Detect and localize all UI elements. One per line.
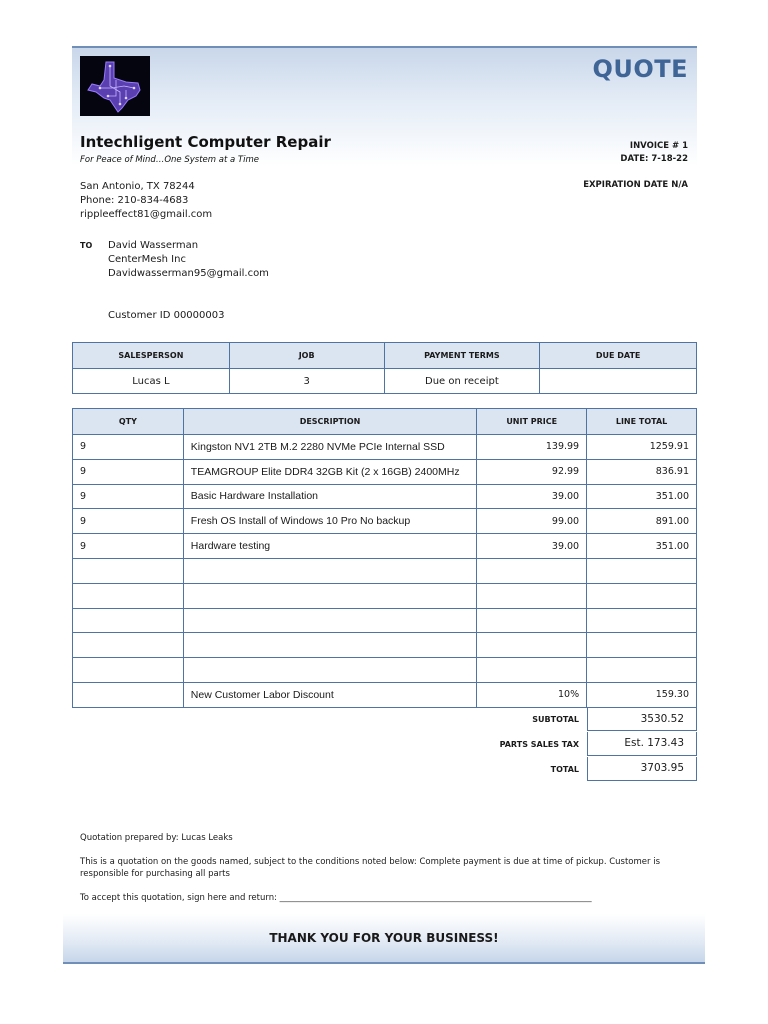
- total-value: 3703.95: [587, 757, 697, 781]
- unit-price-cell: 92.99: [477, 459, 587, 484]
- tax-row: [400, 732, 697, 757]
- to-label: TO: [80, 241, 93, 250]
- due-date-value: [540, 369, 697, 394]
- company-contact: [80, 180, 212, 222]
- signature-blank: ______________________________________________________________________________: [279, 893, 592, 902]
- table-row: [73, 484, 697, 509]
- unit-price-cell: 139.99: [477, 435, 587, 460]
- signature-prompt: To accept this quotation, sign here and return:: [80, 893, 277, 903]
- items-body: [73, 435, 697, 708]
- header-description: DESCRIPTION: [183, 409, 476, 435]
- header-due-date: DUE DATE: [540, 343, 697, 369]
- order-info-table: [72, 342, 697, 394]
- table-row: [73, 534, 697, 559]
- company-logo: [80, 56, 150, 116]
- description-cell: [183, 583, 476, 608]
- table-row: [73, 583, 697, 608]
- table-row: [73, 509, 697, 534]
- footer-notes: [80, 832, 690, 916]
- invoice-number: INVOICE # 1: [629, 141, 688, 151]
- line-total-cell: [587, 558, 697, 583]
- description-cell: TEAMGROUP Elite DDR4 32GB Kit (2 x 16GB) 2400MHz: [183, 459, 476, 484]
- qty-cell: [73, 608, 184, 633]
- qty-cell: 9: [73, 484, 184, 509]
- table-row: [73, 608, 697, 633]
- description-cell: Kingston NV1 2TB M.2 2280 NVMe PCIe Internal SSD: [183, 435, 476, 460]
- line-total-cell: 351.00: [587, 484, 697, 509]
- header-salesperson: SALESPERSON: [73, 343, 230, 369]
- thank-you-message: THANK YOU FOR YOUR BUSINESS!: [269, 931, 499, 945]
- subtotal-label: SUBTOTAL: [532, 715, 579, 724]
- recipient-name: David Wasserman: [108, 240, 199, 251]
- line-total-cell: [587, 583, 697, 608]
- line-total-cell: 351.00: [587, 534, 697, 559]
- description-cell: [183, 658, 476, 683]
- subtotal-value: 3530.52: [587, 707, 697, 731]
- qty-cell: 9: [73, 459, 184, 484]
- company-name: Intechligent Computer Repair: [80, 133, 331, 151]
- qty-cell: 9: [73, 435, 184, 460]
- unit-price-cell: [477, 633, 587, 658]
- unit-price-cell: [477, 608, 587, 633]
- texas-circuit-logo-icon: [80, 56, 150, 116]
- description-cell: [183, 633, 476, 658]
- unit-price-cell: 10%: [477, 682, 587, 707]
- line-total-cell: [587, 658, 697, 683]
- unit-price-cell: [477, 558, 587, 583]
- line-total-cell: 1259.91: [587, 435, 697, 460]
- recipient-email: Davidwasserman95@gmail.com: [108, 268, 269, 279]
- description-cell: Hardware testing: [183, 534, 476, 559]
- document-title: QUOTE: [592, 55, 688, 83]
- prepared-by: Quotation prepared by: Lucas Leaks: [80, 833, 233, 843]
- line-total-cell: 836.91: [587, 459, 697, 484]
- total-row: [400, 757, 697, 782]
- company-address: San Antonio, TX 78244: [80, 181, 195, 192]
- table-row: [73, 459, 697, 484]
- qty-cell: [73, 658, 184, 683]
- payment-terms-value: Due on receipt: [384, 369, 540, 394]
- unit-price-cell: 39.00: [477, 534, 587, 559]
- line-items-table: [72, 408, 697, 708]
- table-row: [73, 435, 697, 460]
- qty-cell: 9: [73, 534, 184, 559]
- table-row: [73, 658, 697, 683]
- company-tagline: For Peace of Mind…One System at a Time: [80, 155, 259, 165]
- subtotal-row: [400, 707, 697, 732]
- signature-line: [80, 892, 690, 904]
- qty-cell: [73, 558, 184, 583]
- company-email: rippleeffect81@gmail.com: [80, 209, 213, 220]
- expiration-date: EXPIRATION DATE N/A: [583, 180, 688, 190]
- line-total-cell: [587, 633, 697, 658]
- line-total-cell: [587, 608, 697, 633]
- header-line-total: LINE TOTAL: [587, 409, 697, 435]
- unit-price-cell: 39.00: [477, 484, 587, 509]
- unit-price-cell: [477, 583, 587, 608]
- description-cell: [183, 558, 476, 583]
- unit-price-cell: 99.00: [477, 509, 587, 534]
- invoice-date: DATE: 7-18-22: [620, 154, 688, 164]
- info-value-row: [73, 369, 697, 394]
- line-total-cell: 891.00: [587, 509, 697, 534]
- items-header-row: [73, 409, 697, 435]
- recipient-block: [108, 239, 269, 281]
- customer-id: Customer ID 00000003: [108, 310, 225, 321]
- description-cell: [183, 608, 476, 633]
- qty-cell: 9: [73, 509, 184, 534]
- line-total-cell: 159.30: [587, 682, 697, 707]
- description-cell: New Customer Labor Discount: [183, 682, 476, 707]
- salesperson-value: Lucas L: [73, 369, 230, 394]
- header-unit-price: UNIT PRICE: [477, 409, 587, 435]
- header-payment-terms: PAYMENT TERMS: [384, 343, 540, 369]
- qty-cell: [73, 682, 184, 707]
- header-job: JOB: [229, 343, 384, 369]
- unit-price-cell: [477, 658, 587, 683]
- description-cell: Basic Hardware Installation: [183, 484, 476, 509]
- table-row: [73, 633, 697, 658]
- recipient-company: CenterMesh Inc: [108, 254, 186, 265]
- company-phone: Phone: 210-834-4683: [80, 195, 189, 206]
- quote-conditions: This is a quotation on the goods named, subject to the conditions noted below: Complete payment is due at time of pickup. Customer is responsible for purchasing all parts: [80, 857, 661, 879]
- invoice-info: [620, 140, 688, 166]
- info-header-row: [73, 343, 697, 369]
- total-label: TOTAL: [550, 765, 579, 774]
- table-row: [73, 682, 697, 707]
- description-cell: Fresh OS Install of Windows 10 Pro No backup: [183, 509, 476, 534]
- tax-value: Est. 173.43: [587, 732, 697, 756]
- tax-label: PARTS SALES TAX: [499, 740, 579, 749]
- table-row: [73, 558, 697, 583]
- totals-block: [400, 707, 697, 782]
- qty-cell: [73, 633, 184, 658]
- qty-cell: [73, 583, 184, 608]
- job-value: 3: [229, 369, 384, 394]
- header-qty: QTY: [73, 409, 184, 435]
